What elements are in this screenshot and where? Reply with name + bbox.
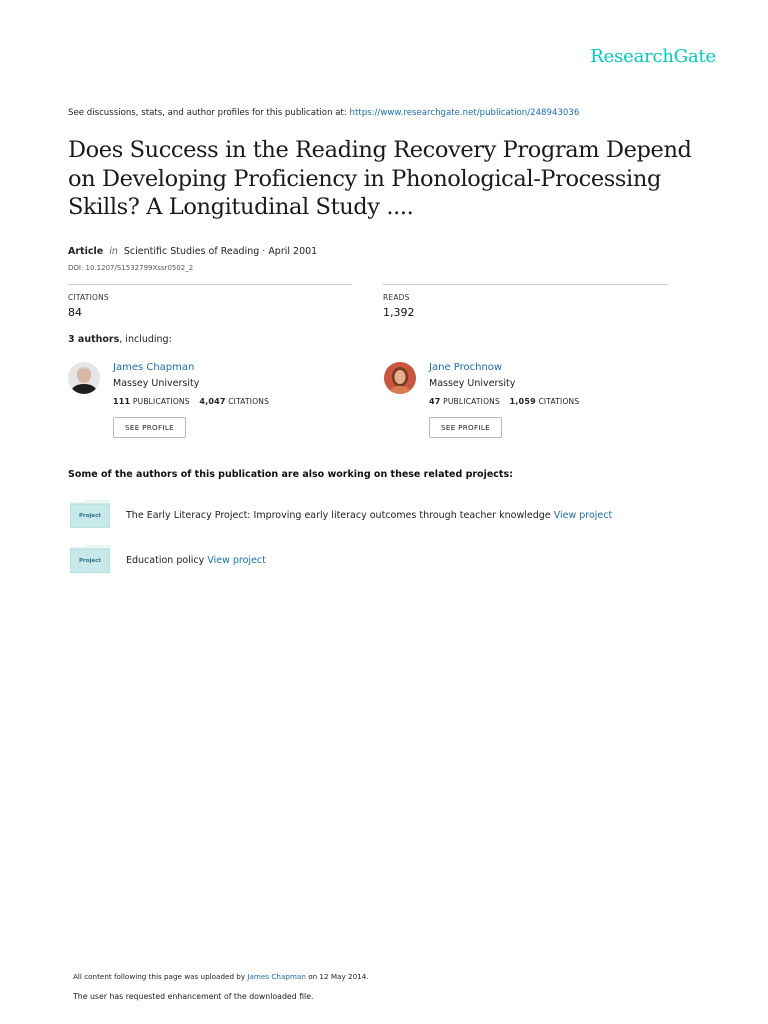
authors-summary	[68, 334, 172, 345]
project-icon-label: Project	[78, 558, 102, 564]
person-photo-icon	[384, 362, 416, 394]
reads-label: READS	[383, 293, 410, 302]
publications-label: PUBLICATIONS	[443, 397, 500, 406]
project-description	[126, 555, 266, 566]
citations-count: 4,047	[199, 397, 226, 406]
reads-value: 1,392	[383, 306, 415, 319]
author-card-james-chapman	[68, 362, 358, 442]
related-project-item	[70, 500, 690, 530]
citations-label: CITATIONS	[538, 397, 580, 406]
publication-type: Article	[68, 246, 104, 257]
project-folder-icon	[70, 545, 110, 573]
upload-notice	[73, 972, 369, 981]
publications-count: 111	[113, 397, 131, 406]
author-card-jane-prochnow	[384, 362, 674, 442]
author-counts	[113, 397, 269, 406]
stats-divider-right	[383, 284, 668, 285]
citations-value: 84	[68, 306, 82, 319]
project-title: The Early Literacy Project: Improving early literacy outcomes through teacher knowledge	[126, 510, 551, 521]
project-title: Education policy	[126, 555, 205, 566]
publication-meta	[68, 246, 317, 257]
view-project-link[interactable]: View project	[207, 555, 266, 566]
avatar-jane-prochnow[interactable]	[384, 362, 416, 394]
project-description	[126, 510, 612, 521]
publications-label: PUBLICATIONS	[132, 397, 190, 406]
related-projects-heading: Some of the authors of this publication are also working on these related projects:	[68, 469, 513, 480]
author-institution: Massey University	[113, 378, 200, 389]
discussion-prefix: See discussions, stats, and author profiles for this publication at:	[68, 108, 347, 118]
citations-label: CITATIONS	[228, 397, 270, 406]
see-profile-button[interactable]: SEE PROFILE	[113, 417, 186, 438]
project-folder-icon	[70, 500, 110, 528]
authors-count: 3 authors	[68, 334, 120, 345]
citations-label: CITATIONS	[68, 293, 109, 302]
author-name-link[interactable]: James Chapman	[113, 362, 195, 373]
upload-suffix: on 12 May 2014.	[308, 972, 369, 981]
author-counts	[429, 397, 579, 406]
publication-title: Does Success in the Reading Recovery Program Depend on Developing Proficiency in Phonological-Processing Skills? A Longitudinal Study ....	[68, 137, 692, 220]
enhancement-note: The user has requested enhancement of the downloaded file.	[73, 992, 314, 1001]
view-project-link[interactable]: View project	[553, 510, 613, 521]
person-photo-icon	[68, 362, 100, 394]
publications-count: 47	[429, 397, 441, 406]
authors-including: , including:	[119, 334, 172, 345]
publication-url-link[interactable]: https://www.researchgate.net/publication/248943036	[349, 108, 580, 118]
citations-count: 1,059	[509, 397, 536, 406]
doi-text: DOI: 10.1207/S1532799Xssr0502_2	[68, 264, 194, 272]
discussion-notice	[68, 108, 579, 118]
author-name-link[interactable]: Jane Prochnow	[429, 362, 503, 373]
upload-prefix: All content following this page was uploaded by	[73, 972, 246, 981]
stats-divider-left	[68, 284, 352, 285]
researchgate-logo[interactable]: ResearchGate	[590, 46, 716, 67]
avatar-james-chapman[interactable]	[68, 362, 100, 394]
publication-in-word: in	[109, 246, 118, 257]
see-profile-button[interactable]: SEE PROFILE	[429, 417, 502, 438]
uploader-link[interactable]: James Chapman	[247, 972, 306, 981]
journal-and-date: Scientific Studies of Reading · April 2001	[123, 246, 318, 257]
related-project-item	[70, 545, 690, 575]
author-institution: Massey University	[429, 378, 516, 389]
project-icon-label: Project	[78, 513, 102, 519]
